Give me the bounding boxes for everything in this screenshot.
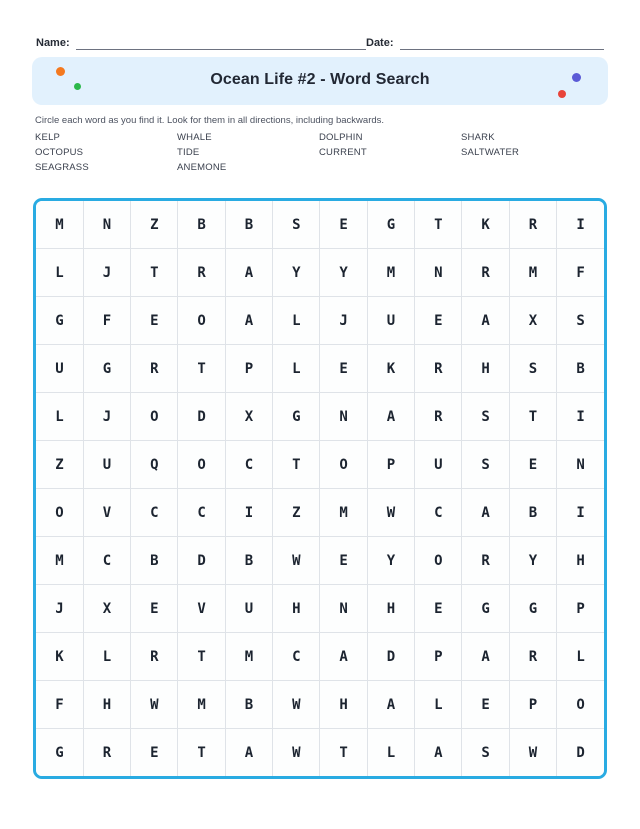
grid-row	[36, 345, 604, 393]
grid-cell[interactable]: E	[131, 729, 178, 777]
grid-cell[interactable]: R	[509, 633, 556, 681]
grid-cell[interactable]: H	[273, 585, 320, 633]
grid-cell[interactable]: B	[225, 201, 272, 249]
grid-row	[36, 633, 604, 681]
grid-cell[interactable]: I	[557, 489, 604, 537]
word-list-row	[35, 130, 607, 145]
grid-cell[interactable]: U	[36, 345, 83, 393]
grid-cell[interactable]: S	[462, 729, 509, 777]
grid-cell[interactable]: L	[36, 249, 83, 297]
grid-row	[36, 297, 604, 345]
grid-cell[interactable]: V	[83, 489, 130, 537]
grid-cell[interactable]: M	[367, 249, 414, 297]
grid-cell[interactable]: L	[367, 729, 414, 777]
grid-cell[interactable]: N	[83, 201, 130, 249]
grid-cell[interactable]: S	[509, 345, 556, 393]
grid-cell[interactable]: E	[320, 201, 367, 249]
grid-cell[interactable]: L	[273, 345, 320, 393]
grid-cell[interactable]: P	[509, 681, 556, 729]
grid-cell[interactable]: L	[557, 633, 604, 681]
grid-cell[interactable]: I	[557, 201, 604, 249]
grid-cell[interactable]: S	[273, 201, 320, 249]
grid-cell[interactable]: P	[557, 585, 604, 633]
grid-cell[interactable]: V	[178, 585, 225, 633]
grid-cell[interactable]: Y	[273, 249, 320, 297]
word-list	[35, 130, 607, 175]
grid-cell[interactable]: T	[178, 729, 225, 777]
grid-cell[interactable]: H	[367, 585, 414, 633]
grid-cell[interactable]: A	[367, 393, 414, 441]
grid-cell[interactable]: A	[225, 297, 272, 345]
grid-row	[36, 537, 604, 585]
grid-cell[interactable]: C	[415, 489, 462, 537]
word-list-item[interactable]: SHARK	[461, 132, 495, 143]
grid-cell[interactable]: M	[36, 537, 83, 585]
grid-row	[36, 585, 604, 633]
grid-cell[interactable]: T	[131, 249, 178, 297]
grid-cell[interactable]: N	[415, 249, 462, 297]
grid-cell[interactable]: G	[83, 345, 130, 393]
grid-cell[interactable]: Y	[320, 249, 367, 297]
grid-cell[interactable]: D	[557, 729, 604, 777]
title-banner	[32, 57, 608, 105]
grid-cell[interactable]: R	[415, 393, 462, 441]
grid-cell[interactable]: Y	[509, 537, 556, 585]
grid-cell[interactable]: P	[225, 345, 272, 393]
grid-cell[interactable]: J	[320, 297, 367, 345]
grid-cell[interactable]: S	[462, 393, 509, 441]
grid-cell[interactable]: K	[462, 201, 509, 249]
grid-cell[interactable]: E	[509, 441, 556, 489]
grid-cell[interactable]: J	[83, 249, 130, 297]
grid-cell[interactable]: K	[367, 345, 414, 393]
grid-cell[interactable]: H	[320, 681, 367, 729]
grid-cell[interactable]: T	[320, 729, 367, 777]
grid-cell[interactable]: A	[225, 729, 272, 777]
grid-cell[interactable]: P	[367, 441, 414, 489]
grid-cell[interactable]: A	[415, 729, 462, 777]
grid-cell[interactable]: N	[557, 441, 604, 489]
grid-cell[interactable]: B	[225, 681, 272, 729]
grid-cell[interactable]: R	[509, 201, 556, 249]
grid-cell[interactable]: R	[131, 345, 178, 393]
grid-cell[interactable]: W	[509, 729, 556, 777]
grid-cell[interactable]: M	[178, 681, 225, 729]
name-field[interactable]	[36, 36, 366, 50]
letter-grid	[36, 201, 604, 776]
grid-cell[interactable]: O	[178, 297, 225, 345]
grid-cell[interactable]: D	[367, 633, 414, 681]
grid-cell[interactable]: N	[320, 585, 367, 633]
grid-row	[36, 201, 604, 249]
grid-cell[interactable]: C	[131, 489, 178, 537]
grid-cell[interactable]: E	[131, 585, 178, 633]
grid-row	[36, 729, 604, 777]
grid-cell[interactable]: K	[36, 633, 83, 681]
grid-cell[interactable]: U	[83, 441, 130, 489]
grid-cell[interactable]: B	[131, 537, 178, 585]
student-info-row	[36, 30, 604, 50]
grid-row	[36, 393, 604, 441]
grid-cell[interactable]: B	[509, 489, 556, 537]
date-label: Date:	[366, 37, 394, 49]
grid-cell[interactable]: G	[36, 729, 83, 777]
grid-cell[interactable]: W	[273, 537, 320, 585]
word-list-item[interactable]: WHALE	[177, 132, 212, 143]
grid-cell[interactable]: O	[131, 393, 178, 441]
grid-cell[interactable]: B	[225, 537, 272, 585]
grid-cell[interactable]: R	[415, 345, 462, 393]
grid-cell[interactable]: J	[36, 585, 83, 633]
grid-cell[interactable]: F	[557, 249, 604, 297]
grid-cell[interactable]: Q	[131, 441, 178, 489]
grid-cell[interactable]: W	[367, 489, 414, 537]
grid-cell[interactable]: S	[462, 441, 509, 489]
grid-cell[interactable]: G	[462, 585, 509, 633]
grid-cell[interactable]: G	[36, 297, 83, 345]
word-list-item[interactable]: TIDE	[177, 147, 200, 158]
grid-cell[interactable]: B	[557, 345, 604, 393]
grid-cell[interactable]: R	[462, 537, 509, 585]
grid-cell[interactable]: L	[36, 393, 83, 441]
grid-cell[interactable]: S	[557, 297, 604, 345]
grid-cell[interactable]: A	[367, 681, 414, 729]
grid-cell[interactable]: E	[415, 297, 462, 345]
grid-cell[interactable]: R	[131, 633, 178, 681]
grid-cell[interactable]: R	[462, 249, 509, 297]
grid-cell[interactable]: T	[273, 441, 320, 489]
word-list-row	[35, 145, 607, 160]
grid-cell[interactable]: U	[225, 585, 272, 633]
grid-cell[interactable]: D	[178, 393, 225, 441]
grid-cell[interactable]: L	[83, 633, 130, 681]
grid-cell[interactable]: R	[178, 249, 225, 297]
grid-cell[interactable]: E	[131, 297, 178, 345]
grid-cell[interactable]: D	[178, 537, 225, 585]
grid-cell[interactable]: C	[178, 489, 225, 537]
grid-cell[interactable]: E	[462, 681, 509, 729]
puzzle-grid-container	[33, 198, 607, 779]
word-list-item[interactable]: DOLPHIN	[319, 132, 363, 143]
grid-cell[interactable]: E	[320, 345, 367, 393]
decorative-dot-red-icon	[558, 90, 566, 98]
grid-cell[interactable]: W	[273, 681, 320, 729]
grid-cell[interactable]: G	[367, 201, 414, 249]
grid-cell[interactable]: H	[557, 537, 604, 585]
grid-cell[interactable]: E	[320, 537, 367, 585]
grid-cell[interactable]: U	[415, 441, 462, 489]
grid-cell[interactable]: N	[320, 393, 367, 441]
grid-cell[interactable]: Z	[131, 201, 178, 249]
grid-cell[interactable]: P	[415, 633, 462, 681]
grid-cell[interactable]: L	[273, 297, 320, 345]
grid-cell[interactable]: Z	[273, 489, 320, 537]
word-list-item[interactable]: OCTOPUS	[35, 147, 84, 158]
grid-cell[interactable]: T	[178, 633, 225, 681]
name-label: Name:	[36, 37, 70, 49]
grid-cell[interactable]: X	[509, 297, 556, 345]
name-write-line[interactable]	[76, 36, 366, 50]
grid-cell[interactable]: T	[178, 345, 225, 393]
grid-cell[interactable]: J	[83, 393, 130, 441]
grid-cell[interactable]: W	[131, 681, 178, 729]
word-list-item[interactable]: SEAGRASS	[35, 162, 89, 173]
grid-cell[interactable]: W	[273, 729, 320, 777]
grid-row	[36, 441, 604, 489]
grid-cell[interactable]: C	[225, 441, 272, 489]
grid-cell[interactable]: G	[273, 393, 320, 441]
word-list-item[interactable]: ANEMONE	[177, 162, 227, 173]
grid-cell[interactable]: M	[225, 633, 272, 681]
grid-cell[interactable]: B	[178, 201, 225, 249]
grid-cell[interactable]: A	[462, 297, 509, 345]
grid-cell[interactable]: O	[415, 537, 462, 585]
grid-cell[interactable]: H	[462, 345, 509, 393]
grid-cell[interactable]: E	[415, 585, 462, 633]
date-field[interactable]	[366, 36, 604, 50]
instructions-text: Circle each word as you find it. Look for them in all directions, including backwards.	[35, 115, 385, 126]
grid-cell[interactable]: L	[415, 681, 462, 729]
grid-cell[interactable]: H	[83, 681, 130, 729]
grid-cell[interactable]: T	[509, 393, 556, 441]
word-list-item[interactable]: CURRENT	[319, 147, 367, 158]
grid-cell[interactable]: F	[36, 681, 83, 729]
word-list-item[interactable]: SALTWATER	[461, 147, 520, 158]
grid-cell[interactable]: X	[83, 585, 130, 633]
grid-cell[interactable]: O	[557, 681, 604, 729]
grid-cell[interactable]: R	[83, 729, 130, 777]
grid-cell[interactable]: M	[36, 201, 83, 249]
grid-cell[interactable]: A	[225, 249, 272, 297]
grid-cell[interactable]: F	[83, 297, 130, 345]
word-list-item[interactable]: KELP	[35, 132, 61, 143]
grid-cell[interactable]: U	[367, 297, 414, 345]
grid-cell[interactable]: A	[462, 489, 509, 537]
grid-cell[interactable]: O	[178, 441, 225, 489]
grid-cell[interactable]: O	[36, 489, 83, 537]
grid-cell[interactable]: Y	[367, 537, 414, 585]
date-write-line[interactable]	[400, 36, 604, 50]
grid-cell[interactable]: A	[462, 633, 509, 681]
grid-cell[interactable]: C	[273, 633, 320, 681]
grid-row	[36, 249, 604, 297]
grid-cell[interactable]: O	[320, 441, 367, 489]
grid-cell[interactable]: C	[83, 537, 130, 585]
grid-cell[interactable]: X	[225, 393, 272, 441]
grid-cell[interactable]: I	[225, 489, 272, 537]
grid-cell[interactable]: I	[557, 393, 604, 441]
grid-cell[interactable]: A	[320, 633, 367, 681]
grid-row	[36, 489, 604, 537]
grid-cell[interactable]: T	[415, 201, 462, 249]
word-list-row	[35, 160, 607, 175]
page-title: Ocean Life #2 - Word Search	[210, 71, 430, 88]
grid-cell[interactable]: G	[509, 585, 556, 633]
grid-cell[interactable]: M	[509, 249, 556, 297]
grid-cell[interactable]: Z	[36, 441, 83, 489]
grid-cell[interactable]: M	[320, 489, 367, 537]
grid-row	[36, 681, 604, 729]
